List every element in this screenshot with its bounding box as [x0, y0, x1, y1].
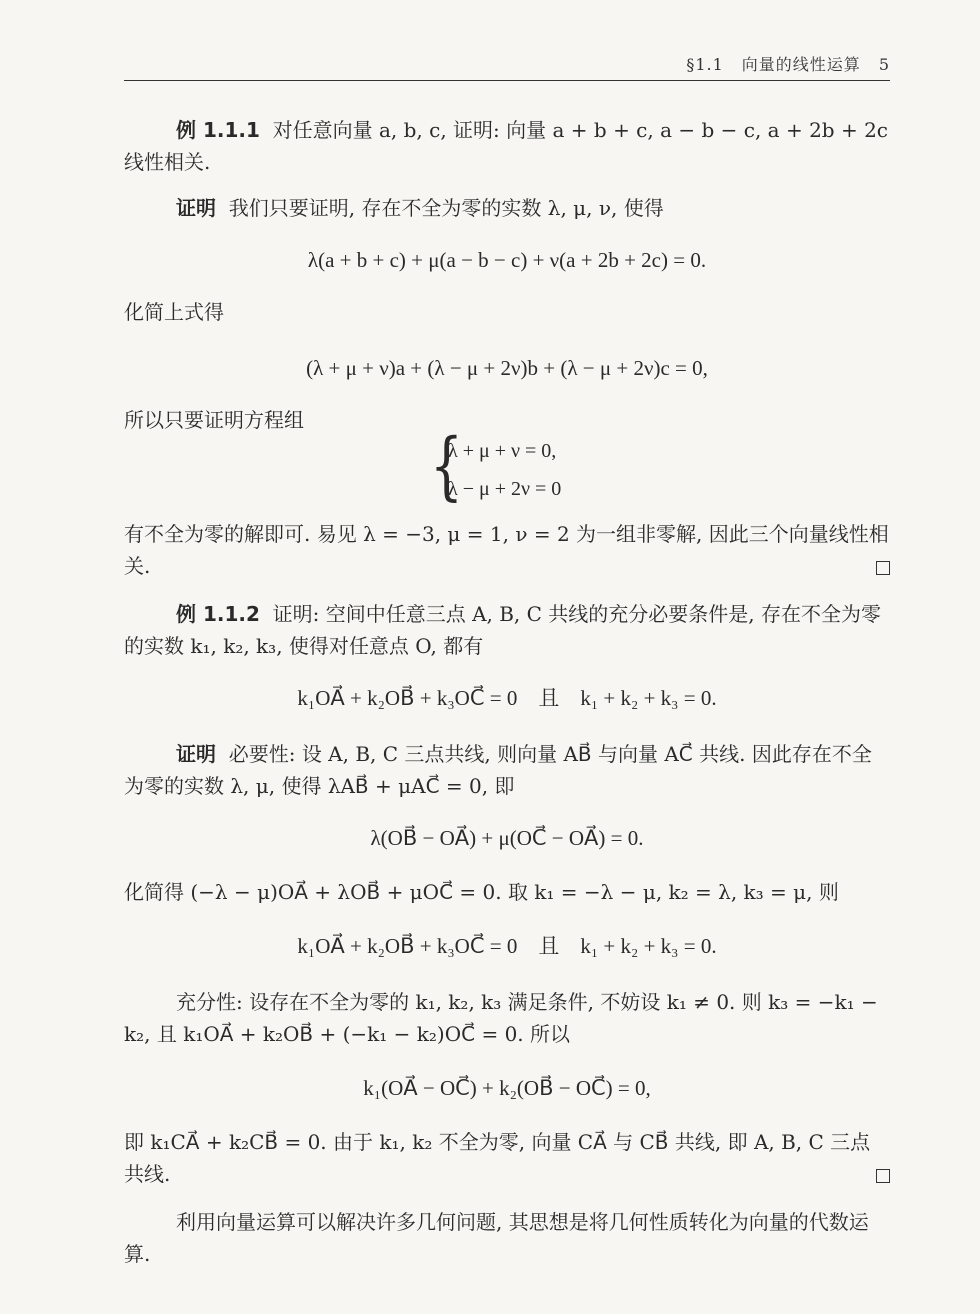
equation-5: k₁OA⃗ + k₂OB⃗ + k₃OC⃗ = 0 且 k₁ + k₂ + k₃ = 0. [297, 934, 717, 958]
example-text: 证明: 空间中任意三点 A, B, C 共线的充分必要条件是, 存在不全为零的实数 k₁, k₂, k₃, 使得对任意点 O, 都有 [124, 602, 882, 658]
example-2-statement [124, 598, 890, 662]
example-1-statement [124, 114, 890, 178]
equation-3: k₁OA⃗ + k₂OB⃗ + k₃OC⃗ = 0 且 k₁ + k₂ + k₃ = 0. [297, 686, 717, 710]
equation-4: λ(OB⃗ − OA⃗) + μ(OC⃗ − OA⃗) = 0. [370, 826, 644, 850]
equation-6: k₁(OA⃗ − OC⃗) + k₂(OB⃗ − OC⃗) = 0, [363, 1076, 651, 1100]
example-label: 例 1.1.1 [176, 118, 260, 142]
system-equation-1: λ + μ + ν = 0, [448, 440, 557, 462]
simplify-text: 化简上式得 [124, 300, 224, 324]
closing-paragraph: 利用向量运算可以解决许多几何问题, 其思想是将几何性质转化为向量的代数运算. [124, 1210, 869, 1266]
example-text: 对任意向量 a, b, c, 证明: 向量 a + b + c, a − b − c, a + 2b + 2c 线性相关. [124, 118, 889, 174]
qed-symbol [876, 1169, 890, 1183]
system-equation-2: λ − μ + 2ν = 0 [448, 478, 562, 500]
proof-label: 证明 [176, 196, 216, 220]
equation-1: λ(a + b + c) + μ(a − b − c) + ν(a + 2b + 2c) = 0. [307, 248, 707, 272]
simplify-text-2: 化简得 (−λ − μ)OA⃗ + λOB⃗ + μOC⃗ = 0. 取 k₁ = −λ − μ, k₂ = λ, k₃ = μ, 则 [124, 880, 839, 904]
proof-label: 证明 [176, 742, 216, 766]
proof-intro: 证明 我们只要证明, 存在不全为零的实数 λ, μ, ν, 使得 [176, 196, 664, 220]
example-2-conclusion: 即 k₁CA⃗ + k₂CB⃗ = 0. 由于 k₁, k₂ 不全为零, 向量 CA⃗ 与 CB⃗ 共线, 即 A, B, C 三点共线. [124, 1130, 871, 1186]
qed-symbol [876, 561, 890, 575]
sufficiency-paragraph: 充分性: 设存在不全为零的 k₁, k₂, k₃ 满足条件, 不妨设 k₁ ≠ 0. 则 k₃ = −k₁ − k₂, 且 k₁OA⃗ + k₂OB⃗ + (−k₁ − k₂)OC⃗ = 0. 所以 [124, 990, 878, 1046]
section-number: §1.1 [686, 55, 724, 74]
system-intro: 所以只要证明方程组 [124, 408, 304, 432]
page-number: 5 [878, 55, 890, 74]
section-title: 向量的线性运算 [741, 55, 861, 74]
equation-2: (λ + μ + ν)a + (λ − μ + 2ν)b + (λ − μ + 2ν)c = 0, [306, 356, 708, 380]
example-1-conclusion: 有不全为零的解即可. 易见 λ = −3, μ = 1, ν = 2 为一组非零解, 因此三个向量线性相关. [124, 522, 889, 578]
running-header [124, 48, 890, 81]
example-label: 例 1.1.2 [176, 602, 260, 626]
necessity-paragraph: 证明 必要性: 设 A, B, C 三点共线, 则向量 AB⃗ 与向量 AC⃗ 共线. 因此存在不全为零的实数 λ, μ, 使得 λAB⃗ + μAC⃗ = 0, 即 [124, 742, 872, 798]
left-brace: { [430, 423, 463, 509]
